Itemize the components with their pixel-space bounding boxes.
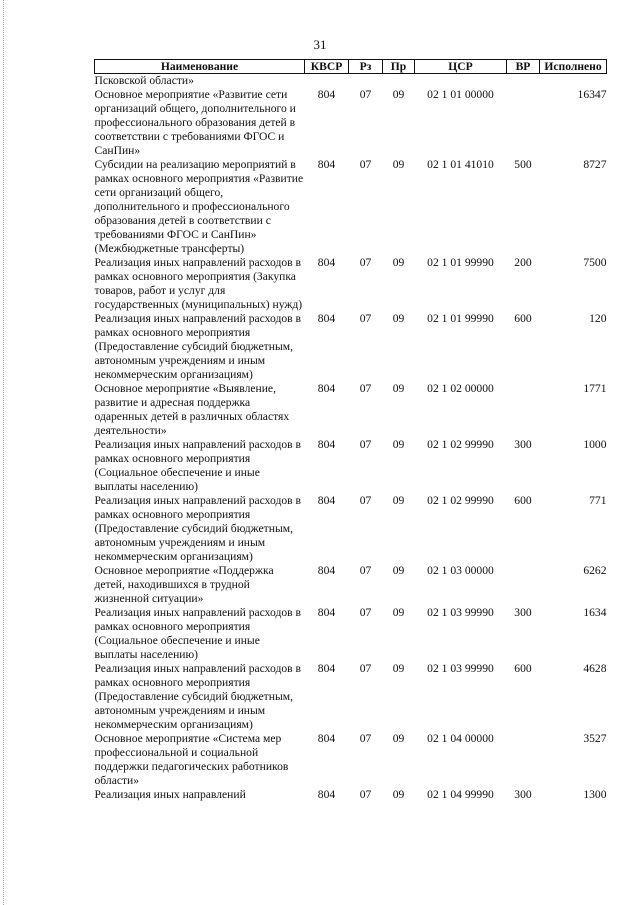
table-row: [95, 256, 607, 312]
cell-kvsr: 804: [317, 88, 336, 101]
cell-executed: 8727: [583, 158, 607, 171]
cell-vr: 300: [514, 788, 532, 801]
cell-vr: [507, 88, 540, 158]
cell-vr: [507, 382, 540, 438]
cell-name: Субсидии на реализацию мероприятий в рамках основного мероприятия «Развитие сети организаций общего, дополнительного и профессионального образования детей в соответствии с требованиями ФГОС и СанПин» (Межбюджетные трансферты): [94, 158, 304, 255]
cell-name: Псковской области»: [94, 74, 194, 87]
cell-pr: 09: [392, 564, 405, 577]
cell-csr: [415, 74, 507, 89]
cell-kvsr: 804: [317, 382, 336, 395]
cell-rz: 07: [359, 438, 372, 451]
cell-kvsr: 804: [317, 606, 336, 619]
cell-csr: 02 1 03 99990: [427, 606, 494, 619]
header-csr: ЦСР: [415, 60, 507, 74]
cell-pr: 09: [392, 312, 405, 325]
cell-name: Реализация иных направлений расходов в рамках основного мероприятия (Социальное обеспечение и иные выплаты населению): [94, 438, 301, 493]
cell-kvsr: 804: [317, 732, 336, 745]
cell-kvsr: 804: [317, 312, 336, 325]
cell-name: Реализация иных направлений расходов в рамках основного мероприятия (Закупка товаров, работ и услуг для государственных (муниципальных) нужд): [94, 256, 303, 311]
table-row: [95, 788, 607, 802]
cell-kvsr: 804: [317, 494, 336, 507]
cell-executed: 7500: [583, 256, 607, 269]
cell-name: Реализация иных направлений: [94, 788, 246, 801]
cell-rz: 07: [359, 732, 372, 745]
cell-vr: 600: [514, 312, 532, 325]
cell-kvsr: 804: [317, 256, 336, 269]
cell-csr: 02 1 04 99990: [427, 788, 494, 801]
table-row: [95, 74, 607, 89]
header-rz: Рз: [349, 60, 383, 74]
table-row: [95, 606, 607, 662]
cell-name: Реализация иных направлений расходов в рамках основного мероприятия (Предоставление субсидий бюджетным, автономным учреждениям и иным некоммерческим организациям): [94, 662, 301, 731]
cell-name: Реализация иных направлений расходов в рамках основного мероприятия (Предоставление субсидий бюджетным, автономным учреждениям и иным некоммерческим организациям): [94, 494, 301, 563]
cell-executed: 771: [589, 494, 607, 507]
cell-kvsr: 804: [317, 788, 336, 801]
cell-csr: 02 1 02 99990: [427, 494, 494, 507]
cell-kvsr: 804: [317, 158, 336, 171]
cell-rz: 07: [359, 382, 372, 395]
cell-rz: 07: [359, 788, 372, 801]
cell-kvsr: 804: [317, 438, 336, 451]
cell-name: Реализация иных направлений расходов в рамках основного мероприятия (Предоставление субсидий бюджетным, автономным учреждениям и иным некоммерческим организациям): [94, 312, 301, 381]
cell-csr: 02 1 03 99990: [427, 662, 494, 675]
cell-rz: 07: [359, 88, 372, 101]
table-row: [95, 494, 607, 564]
cell-rz: 07: [359, 662, 372, 675]
cell-vr: [507, 74, 540, 89]
cell-rz: 07: [359, 256, 372, 269]
cell-name: Реализация иных направлений расходов в рамках основного мероприятия (Социальное обеспечение и иные выплаты населению): [94, 606, 301, 661]
cell-executed: 16347: [577, 88, 607, 101]
cell-pr: 09: [392, 88, 405, 101]
header-vr: ВР: [507, 60, 540, 74]
cell-vr: 500: [514, 158, 532, 171]
table-row: [95, 564, 607, 606]
page-number: 31: [313, 37, 327, 52]
cell-executed: 1634: [583, 606, 607, 619]
table-row: [95, 732, 607, 788]
cell-vr: 600: [514, 662, 532, 675]
cell-csr: 02 1 02 00000: [427, 382, 494, 395]
header-pr: Пр: [383, 60, 415, 74]
cell-name: Основное мероприятие «Развитие сети организаций общего, дополнительного и профессионального образования детей в соответствии с требованиями ФГОС и СанПин»: [94, 88, 296, 157]
cell-executed: [540, 74, 607, 89]
cell-pr: 09: [392, 158, 405, 171]
cell-rz: 07: [359, 494, 372, 507]
cell-vr: 300: [514, 606, 532, 619]
cell-executed: 3527: [583, 732, 607, 745]
cell-vr: [507, 732, 540, 788]
cell-csr: 02 1 01 99990: [427, 256, 494, 269]
budget-table: [94, 59, 607, 802]
cell-csr: 02 1 01 41010: [427, 158, 494, 171]
cell-pr: 09: [392, 382, 405, 395]
cell-kvsr: 804: [317, 564, 336, 577]
cell-csr: 02 1 04 00000: [427, 732, 494, 745]
cell-pr: [383, 74, 415, 89]
cell-name: Основное мероприятие «Выявление, развитие и адресная поддержка одаренных детей в различных областях деятельности»: [94, 382, 290, 437]
table-row: [95, 382, 607, 438]
table-row: [95, 312, 607, 382]
header-name: Наименование: [95, 60, 305, 74]
cell-rz: 07: [359, 312, 372, 325]
cell-pr: 09: [392, 438, 405, 451]
cell-executed: 6262: [583, 564, 607, 577]
cell-rz: 07: [359, 158, 372, 171]
cell-name: Основное мероприятие «Система мер профессиональной и социальной поддержки педагогических работников области»: [94, 732, 289, 787]
cell-kvsr: 804: [317, 662, 336, 675]
cell-rz: 07: [359, 564, 372, 577]
cell-executed: 4628: [583, 662, 607, 675]
cell-csr: 02 1 01 00000: [427, 88, 494, 101]
cell-executed: 1771: [583, 382, 607, 395]
cell-pr: 09: [392, 606, 405, 619]
cell-pr: 09: [392, 788, 405, 801]
cell-csr: 02 1 02 99990: [427, 438, 494, 451]
cell-pr: 09: [392, 732, 405, 745]
cell-csr: 02 1 01 99990: [427, 312, 494, 325]
cell-executed: 1300: [583, 788, 607, 801]
table-row: [95, 662, 607, 732]
cell-vr: 300: [514, 438, 532, 451]
table-row: [95, 438, 607, 494]
cell-vr: 200: [514, 256, 532, 269]
header-row: [95, 60, 607, 74]
cell-pr: 09: [392, 494, 405, 507]
cell-executed: 120: [589, 312, 607, 325]
table-row: [95, 88, 607, 158]
header-kvsr: КВСР: [305, 60, 349, 74]
cell-name: Основное мероприятие «Поддержка детей, находившихся в трудной жизненной ситуации»: [94, 564, 274, 605]
cell-executed: 1000: [583, 438, 607, 451]
cell-vr: 600: [514, 494, 532, 507]
cell-pr: 09: [392, 256, 405, 269]
cell-kvsr: [305, 74, 349, 89]
cell-rz: [349, 74, 383, 89]
cell-pr: 09: [392, 662, 405, 675]
scan-edge: [3, 0, 4, 905]
cell-csr: 02 1 03 00000: [427, 564, 494, 577]
cell-rz: 07: [359, 606, 372, 619]
cell-vr: [507, 564, 540, 606]
table-row: [95, 158, 607, 256]
header-executed: Исполнено: [540, 60, 607, 74]
